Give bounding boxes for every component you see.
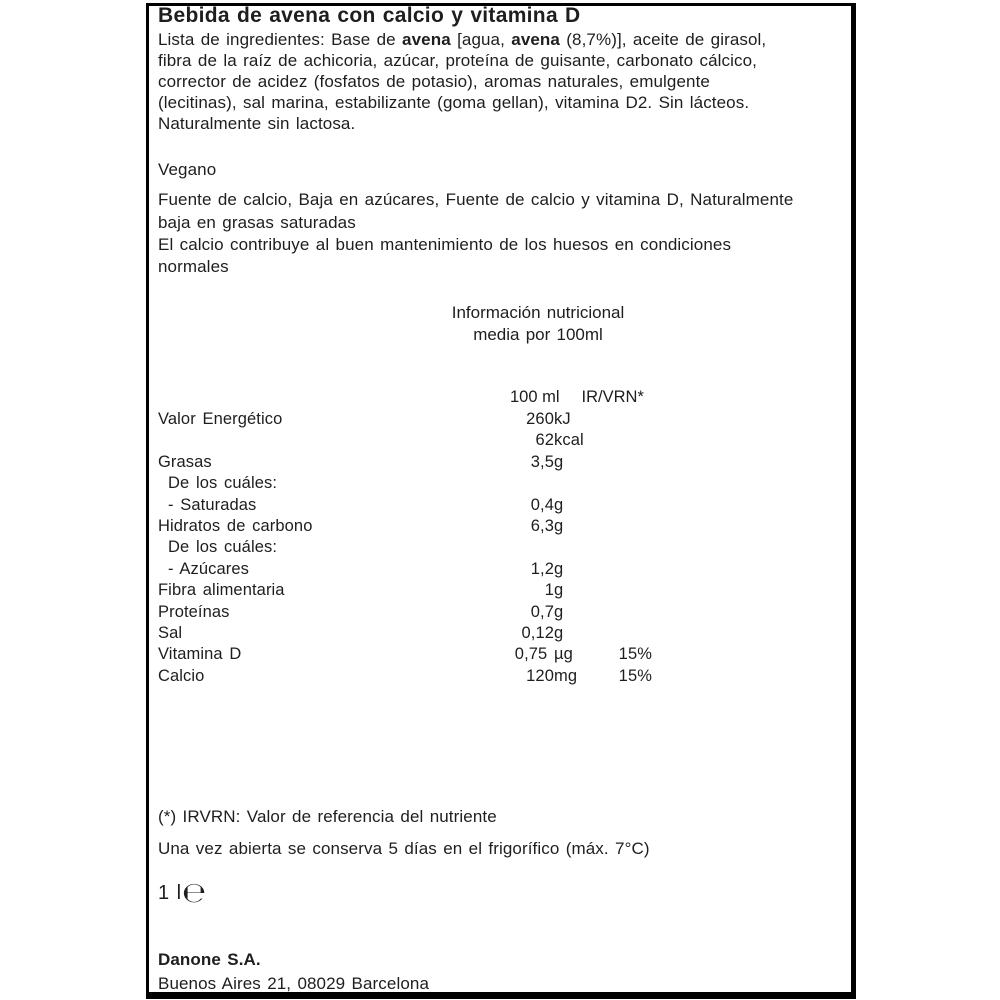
nutrition-row [158,624,718,645]
nutrient-unit: g [554,452,564,471]
nutrient-value: 3,5 [530,452,554,471]
text-line [158,50,766,71]
nutrition-row [158,431,718,452]
text-line: normales [158,257,229,276]
vegan-claim: Vegano [158,160,217,179]
text-line: Fuente de calcio, Baja en azúcares, Fuente de calcio y vitamina D, Naturalmente [158,190,794,209]
text-segment: Lista de ingredientes: Base de [158,30,403,49]
nutrient-unit: kJ [554,410,571,428]
nutrient-value: 6,3 [530,516,554,535]
nutrient-reference-intake: 15% [618,666,652,685]
nutrient-value: 0,12 [521,623,554,642]
nutrient-value: 62 [535,431,554,450]
estimated-sign: ℮ [182,876,207,909]
nutrient-value: 0,7 [530,602,554,621]
manufacturer-address: Buenos Aires 21, 08029 Barcelona [158,974,429,993]
nutrition-row [158,667,718,688]
nutrient-label: Proteínas [158,602,230,621]
volume-value: 1 l [158,882,183,904]
nutrient-value: 1,2 [530,559,554,578]
nutrient-unit: µg [554,645,573,664]
nutrient-label: De los cuáles: [168,538,278,557]
text-line: baja en grasas saturadas [158,213,356,232]
nutrient-value: 260 [526,410,554,428]
text-segment: (8,7%)], aceite de girasol, [559,30,767,49]
nutrient-value: 1 [544,581,554,600]
text-line: El calcio contribuye al buen mantenimiento de los huesos en condiciones [158,235,732,254]
text-segment: Naturalmente sin lactosa. [158,114,356,133]
text-segment: fibra de la raíz de achicoria, azúcar, proteína de guisante, carbonato cálcico, [158,51,757,70]
storage-instructions: Una vez abierta se conserva 5 días en el frigorífico (máx. 7°C) [158,839,650,858]
text-line: media por 100ml [473,325,603,344]
nutrient-label: - Saturadas [168,495,257,514]
nutrition-table [158,410,718,688]
nutrient-label: - Azúcares [168,559,249,578]
nutrient-unit: g [554,581,564,600]
column-header-amount: 100 ml [510,388,560,406]
nutrient-value: 0,75 [514,645,554,664]
emphasized-text: avena [402,30,451,49]
nutrient-label: De los cuáles: [168,474,278,493]
nutrition-row [158,538,718,559]
nutrient-label: Vitamina D [158,645,242,664]
nutrition-row [158,603,718,624]
nutrient-unit: g [554,602,564,621]
nutrition-row [158,517,718,538]
nutrition-row [158,645,718,666]
nutrient-label: Sal [158,623,183,642]
text-segment: corrector de acidez (fosfatos de potasio), aromas naturales, emulgente [158,72,710,91]
emphasized-text: avena [511,30,560,49]
calcium-health-claim [158,234,731,278]
text-segment: (lecitinas), sal marina, estabilizante (goma gellan), vitamina D2. Sin lácteos. [158,93,750,112]
text-segment: [agua, [450,30,512,49]
nutrient-value: 120 [526,666,554,685]
reference-intake-footnote: (*) IRVRN: Valor de referencia del nutriente [158,807,497,826]
nutrition-claims [158,188,793,234]
nutrient-reference-intake: 15% [618,645,652,664]
nutrition-row [158,453,718,474]
text-line [158,113,766,134]
nutrient-label: Fibra alimentaria [158,581,285,600]
nutrient-unit: g [554,495,564,514]
nutrient-unit: mg [554,666,578,685]
nutrient-unit: g [554,623,564,642]
nutrition-heading [238,302,838,346]
nutrition-row [158,581,718,602]
nutrient-unit: g [554,516,564,535]
nutrient-value: 0,4 [530,495,554,514]
nutrient-label: Calcio [158,666,205,685]
column-header-reference-intake: IR/VRN* [581,388,644,406]
nutrient-label: Grasas [158,452,212,471]
nutrient-unit: kcal [554,431,584,450]
text-line [158,29,766,50]
nutrition-column-headers [510,388,644,407]
net-volume [158,876,206,909]
product-title: Bebida de avena con calcio y vitamina D [158,4,581,27]
text-line [158,71,766,92]
manufacturer-name: Danone S.A. [158,950,261,969]
text-line: Información nutricional [451,303,625,322]
text-line [158,92,766,113]
ingredients-list [158,29,766,134]
nutrition-row [158,560,718,581]
nutrient-unit: g [554,559,564,578]
nutrient-label: Valor Energético [158,410,283,428]
nutrient-label: Hidratos de carbono [158,516,313,535]
nutrition-row [158,474,718,495]
nutrition-row [158,410,718,431]
nutrition-row [158,496,718,517]
